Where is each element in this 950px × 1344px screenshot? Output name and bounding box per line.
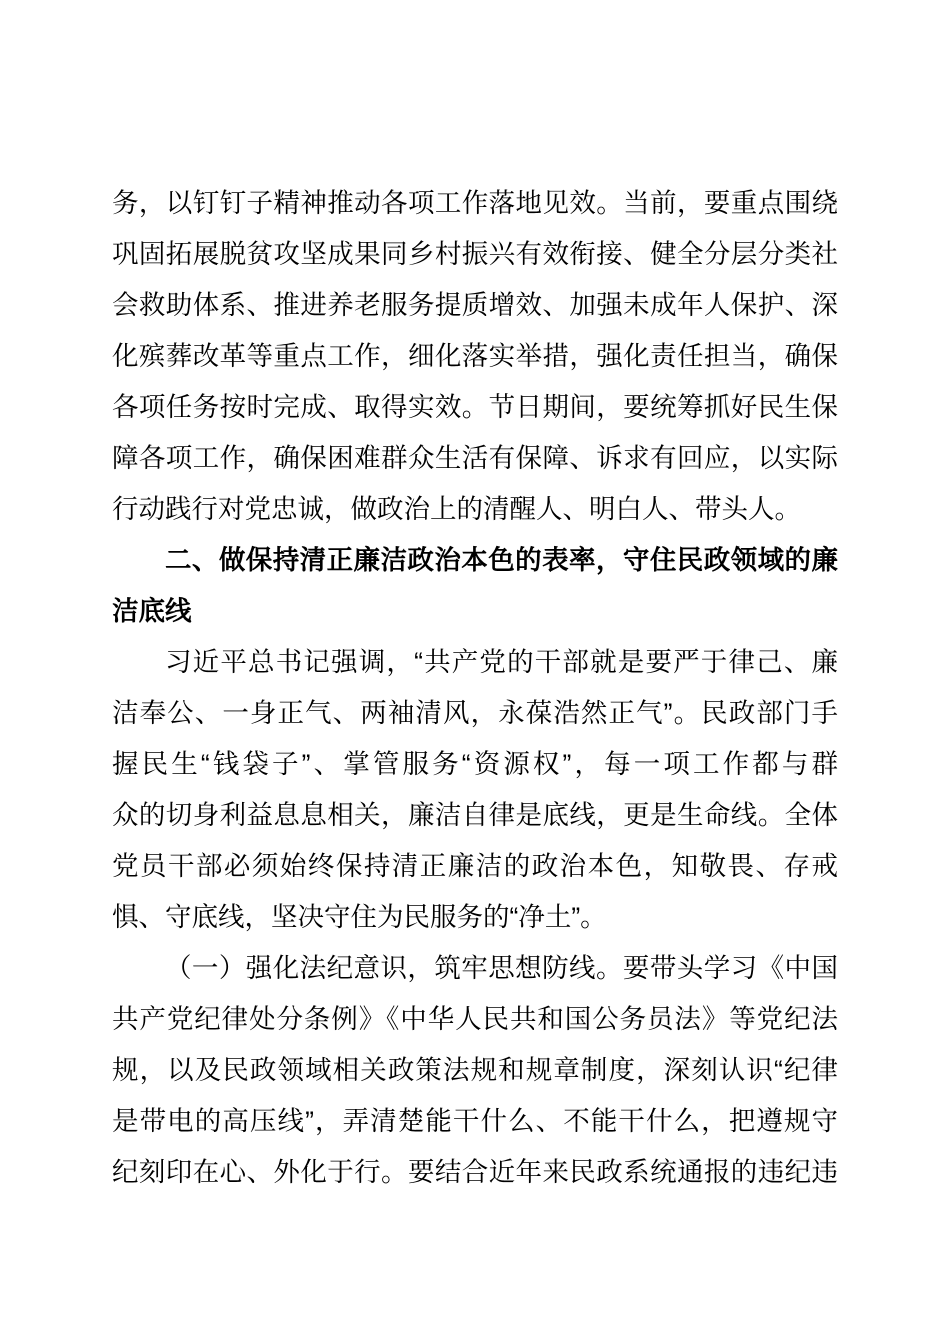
- text-line: 会救助体系、推进养老服务提质增效、加强未成年人保护、深: [112, 290, 838, 320]
- text-line: 纪刻印在心、外化于行。要结合近年来民政系统通报的违纪违: [112, 1157, 838, 1187]
- text-line: 巩固拓展脱贫攻坚成果同乡村振兴有效衔接、健全分层分类社: [112, 239, 838, 269]
- text-line: 行动践行对党忠诚，做政治上的清醒人、明白人、带头人。: [112, 494, 801, 524]
- text-line: 惧、守底线，坚决守住为民服务的“净土”。: [112, 902, 607, 932]
- text-line: 各项任务按时完成、取得实效。节日期间，要统筹抓好民生保: [112, 392, 838, 422]
- text-line: 障各项工作，确保困难群众生活有保障、诉求有回应，以实际: [112, 443, 838, 473]
- text-line: 化殡葬改革等重点工作，细化落实举措，强化责任担当，确保: [112, 341, 838, 371]
- text-line: 是带电的高压线”，弄清楚能干什么、不能干什么，把遵规守: [112, 1106, 838, 1136]
- text-line: 党员干部必须始终保持清正廉洁的政治本色，知敬畏、存戒: [112, 851, 838, 881]
- text-line: 习近平总书记强调，“共产党的干部就是要严于律己、廉: [165, 647, 838, 677]
- text-line: 二、做保持清正廉洁政治本色的表率，守住民政领域的廉: [165, 545, 838, 575]
- text-line: 规，以及民政领域相关政策法规和规章制度，深刻认识“纪律: [112, 1055, 838, 1085]
- document-text-block: [112, 178, 838, 1198]
- text-line: 握民生“钱袋子”、掌管服务“资源权”，每一项工作都与群: [112, 749, 838, 779]
- text-line: 务，以钉钉子精神推动各项工作落地见效。当前，要重点围绕: [112, 188, 838, 218]
- text-line: 洁底线: [112, 596, 192, 626]
- text-line: 洁奉公、一身正气、两袖清风，永葆浩然正气”。民政部门手: [112, 698, 838, 728]
- text-line: 众的切身利益息息相关，廉洁自律是底线，更是生命线。全体: [112, 800, 838, 830]
- text-line: 共产党纪律处分条例》《中华人民共和国公务员法》等党纪法: [112, 1004, 838, 1034]
- text-line: （一）强化法纪意识，筑牢思想防线。要带头学习《中国: [165, 953, 838, 983]
